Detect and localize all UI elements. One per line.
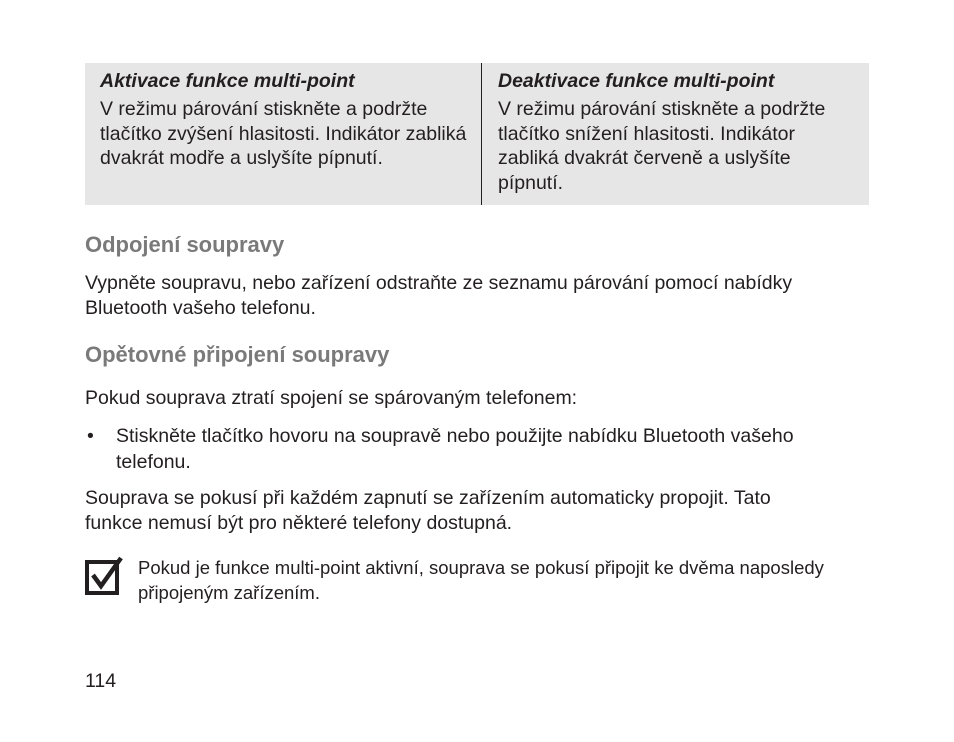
deactivation-heading: Deaktivace funkce multi-point [498, 70, 775, 92]
reconnect-text: Souprava se pokusí při každém zapnutí se zařízením automaticky propojit. Tato funkce nemusí být pro některé telefony dostupná. [85, 487, 771, 534]
deactivation-column [482, 63, 869, 205]
activation-column [85, 63, 482, 205]
reconnect-heading: Opětovné připojení soupravy [85, 342, 390, 367]
activation-heading: Aktivace funkce multi-point [100, 70, 355, 92]
note-text: Pokud je funkce multi-point aktivní, souprava se pokusí připojit ke dvěma naposledy připojeným zařízením. [138, 557, 824, 603]
checkbox-note-icon [84, 556, 124, 596]
disconnect-heading: Odpojení soupravy [85, 232, 285, 257]
deactivation-text: V režimu párování stiskněte a podržte tlačítko snížení hlasitosti. Indikátor zabliká dvakrát červeně a uslyšíte pípnutí. [498, 98, 826, 194]
disconnect-text: Vypněte soupravu, nebo zařízení odstraňte ze seznamu párování pomocí nabídky Bluetooth vašeho telefonu. [85, 272, 793, 319]
reconnect-intro: Pokud souprava ztratí spojení se spárovaným telefonem: [85, 387, 578, 409]
bullet-mark: • [87, 425, 94, 447]
multipoint-table [85, 63, 869, 205]
page-number: 114 [85, 670, 117, 692]
activation-text: V režimu párování stiskněte a podržte tlačítko zvýšení hlasitosti. Indikátor zabliká dvakrát modře a uslyšíte pípnutí. [100, 98, 467, 169]
bullet-text: Stiskněte tlačítko hovoru na soupravě nebo použijte nabídku Bluetooth vašeho telefonu. [116, 425, 794, 473]
reconnect-bullet [85, 423, 875, 475]
